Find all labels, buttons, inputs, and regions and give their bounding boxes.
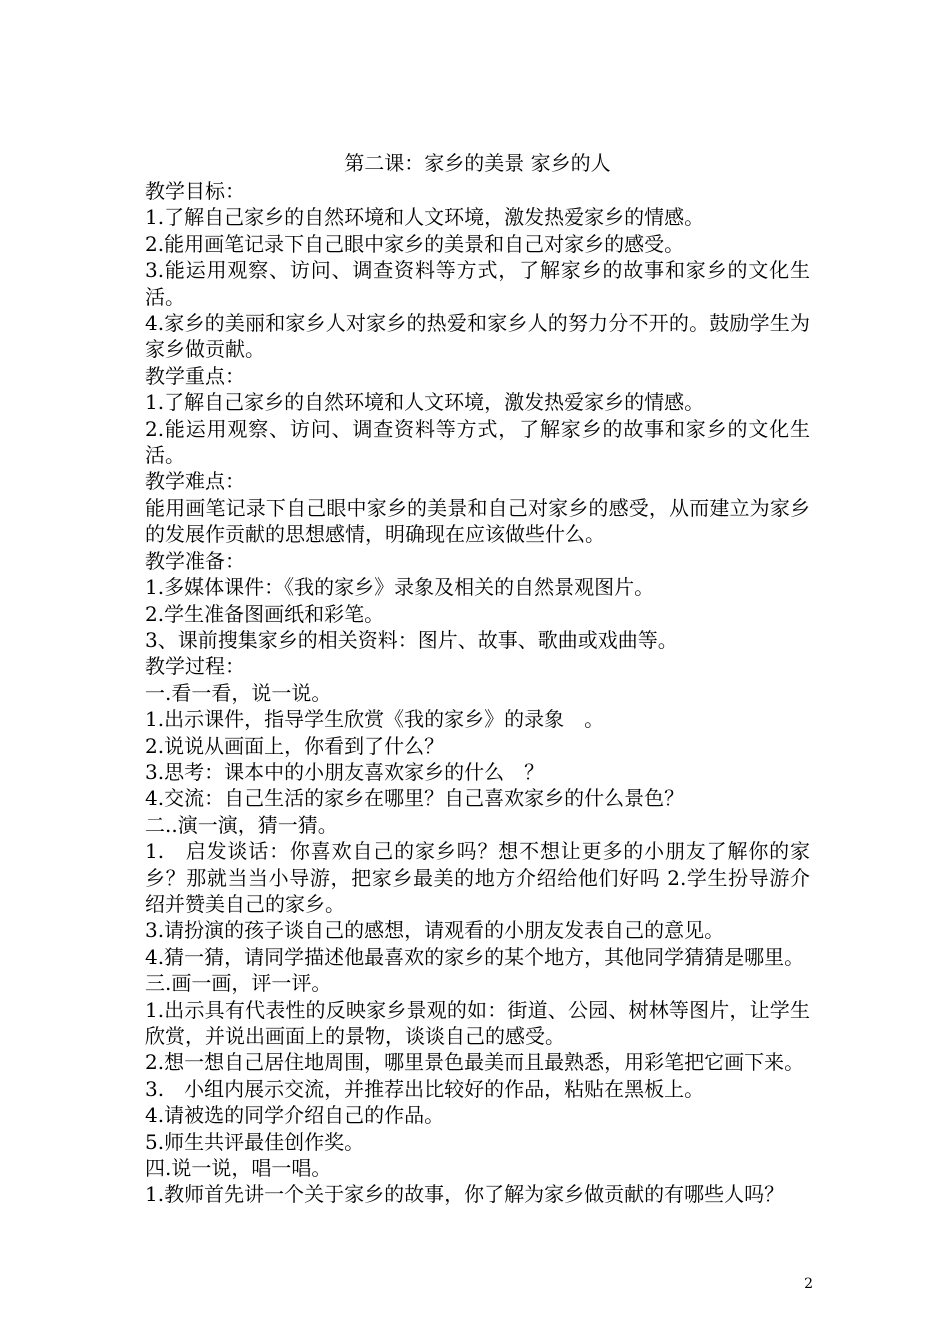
paragraph: 1. 启发谈话：你喜欢自己的家乡吗？想不想让更多的小朋友了解你的家乡？那就当当小导游，把家乡最美的地方介绍给他们好吗 2.学生扮导游介绍并赞美自己的家乡。 [145, 839, 810, 916]
paragraph: 1.教师首先讲一个关于家乡的故事，你了解为家乡做贡献的有哪些人吗？ [145, 1182, 785, 1207]
document-body [145, 148, 810, 1208]
paragraph: 2.学生准备图画纸和彩笔。 [145, 601, 385, 626]
paragraph: 1.出示具有代表性的反映家乡景观的如：街道、公园、树林等图片，让学生欣赏，并说出画面上的景物，谈谈自己的感受。 [145, 997, 810, 1048]
paragraph: 5.师生共评最佳创作奖。 [145, 1129, 365, 1154]
paragraph: 4.请被选的同学介绍自己的作品。 [145, 1103, 445, 1128]
paragraph: 教学重点： [145, 363, 245, 388]
paragraph: 4.交流：自己生活的家乡在哪里？自己喜欢家乡的什么景色？ [145, 786, 685, 811]
paragraph: 3.请扮演的孩子谈自己的感想，请观看的小朋友发表自己的意见。 [145, 918, 725, 943]
page-number: 2 [804, 1276, 813, 1292]
paragraph: 1.多媒体课件：《我的家乡》录象及相关的自然景观图片。 [145, 575, 655, 600]
paragraph: 1.出示课件，指导学生欣赏《我的家乡》的录象 。 [145, 707, 605, 732]
paragraph: 3、课前搜集家乡的相关资料：图片、故事、歌曲或戏曲等。 [145, 627, 678, 652]
paragraph: 三.画一画，评一评。 [145, 971, 332, 996]
paragraph: 能用画笔记录下自己眼中家乡的美景和自己对家乡的感受，从而建立为家乡的发展作贡献的思想感情，明确现在应该做些什么。 [145, 495, 810, 547]
paragraph: 3. 小组内展示交流，并推荐出比较好的作品，粘贴在黑板上。 [145, 1076, 705, 1101]
paragraph: 3.能运用观察、访问、调查资料等方式，了解家乡的故事和家乡的文化生活。 [145, 258, 810, 309]
paragraph: 1.了解自己家乡的自然环境和人文环境，激发热爱家乡的情感。 [145, 205, 705, 230]
paragraph: 4.家乡的美丽和家乡人对家乡的热爱和家乡人的努力分不开的。鼓励学生为家乡做贡献。 [145, 311, 810, 362]
paragraph: 一.看一看，说一说。 [145, 680, 332, 705]
paragraph: 四.说一说，唱一唱。 [145, 1156, 332, 1181]
paragraph: 2.说说从画面上，你看到了什么？ [145, 733, 445, 758]
paragraph: 教学目标： [145, 179, 245, 203]
paragraph: 1.了解自己家乡的自然环境和人文环境，激发热爱家乡的情感。 [145, 390, 705, 415]
paragraph: 教学准备： [145, 548, 245, 573]
paragraph: 教学难点： [145, 469, 245, 494]
paragraph: 3.思考：课本中的小朋友喜欢家乡的什么 ？ [145, 759, 545, 784]
paragraph: 2.想一想自己居住地周围，哪里景色最美而且最熟悉，用彩笔把它画下来。 [145, 1050, 805, 1075]
paragraph: 4.猜一猜，请同学描述他最喜欢的家乡的某个地方，其他同学猜猜是哪里。 [145, 944, 805, 969]
paragraph: 2.能运用观察、访问、调查资料等方式，了解家乡的故事和家乡的文化生活。 [145, 416, 810, 468]
paragraph: 教学过程： [145, 654, 245, 679]
paragraph: 二..演一演，猜一猜。 [145, 812, 338, 837]
paragraph: 2.能用画笔记录下自己眼中家乡的美景和自己对家乡的感受。 [145, 231, 685, 256]
lesson-content [145, 178, 810, 1208]
lesson-title: 第二课：家乡的美景 家乡的人 [344, 151, 611, 175]
